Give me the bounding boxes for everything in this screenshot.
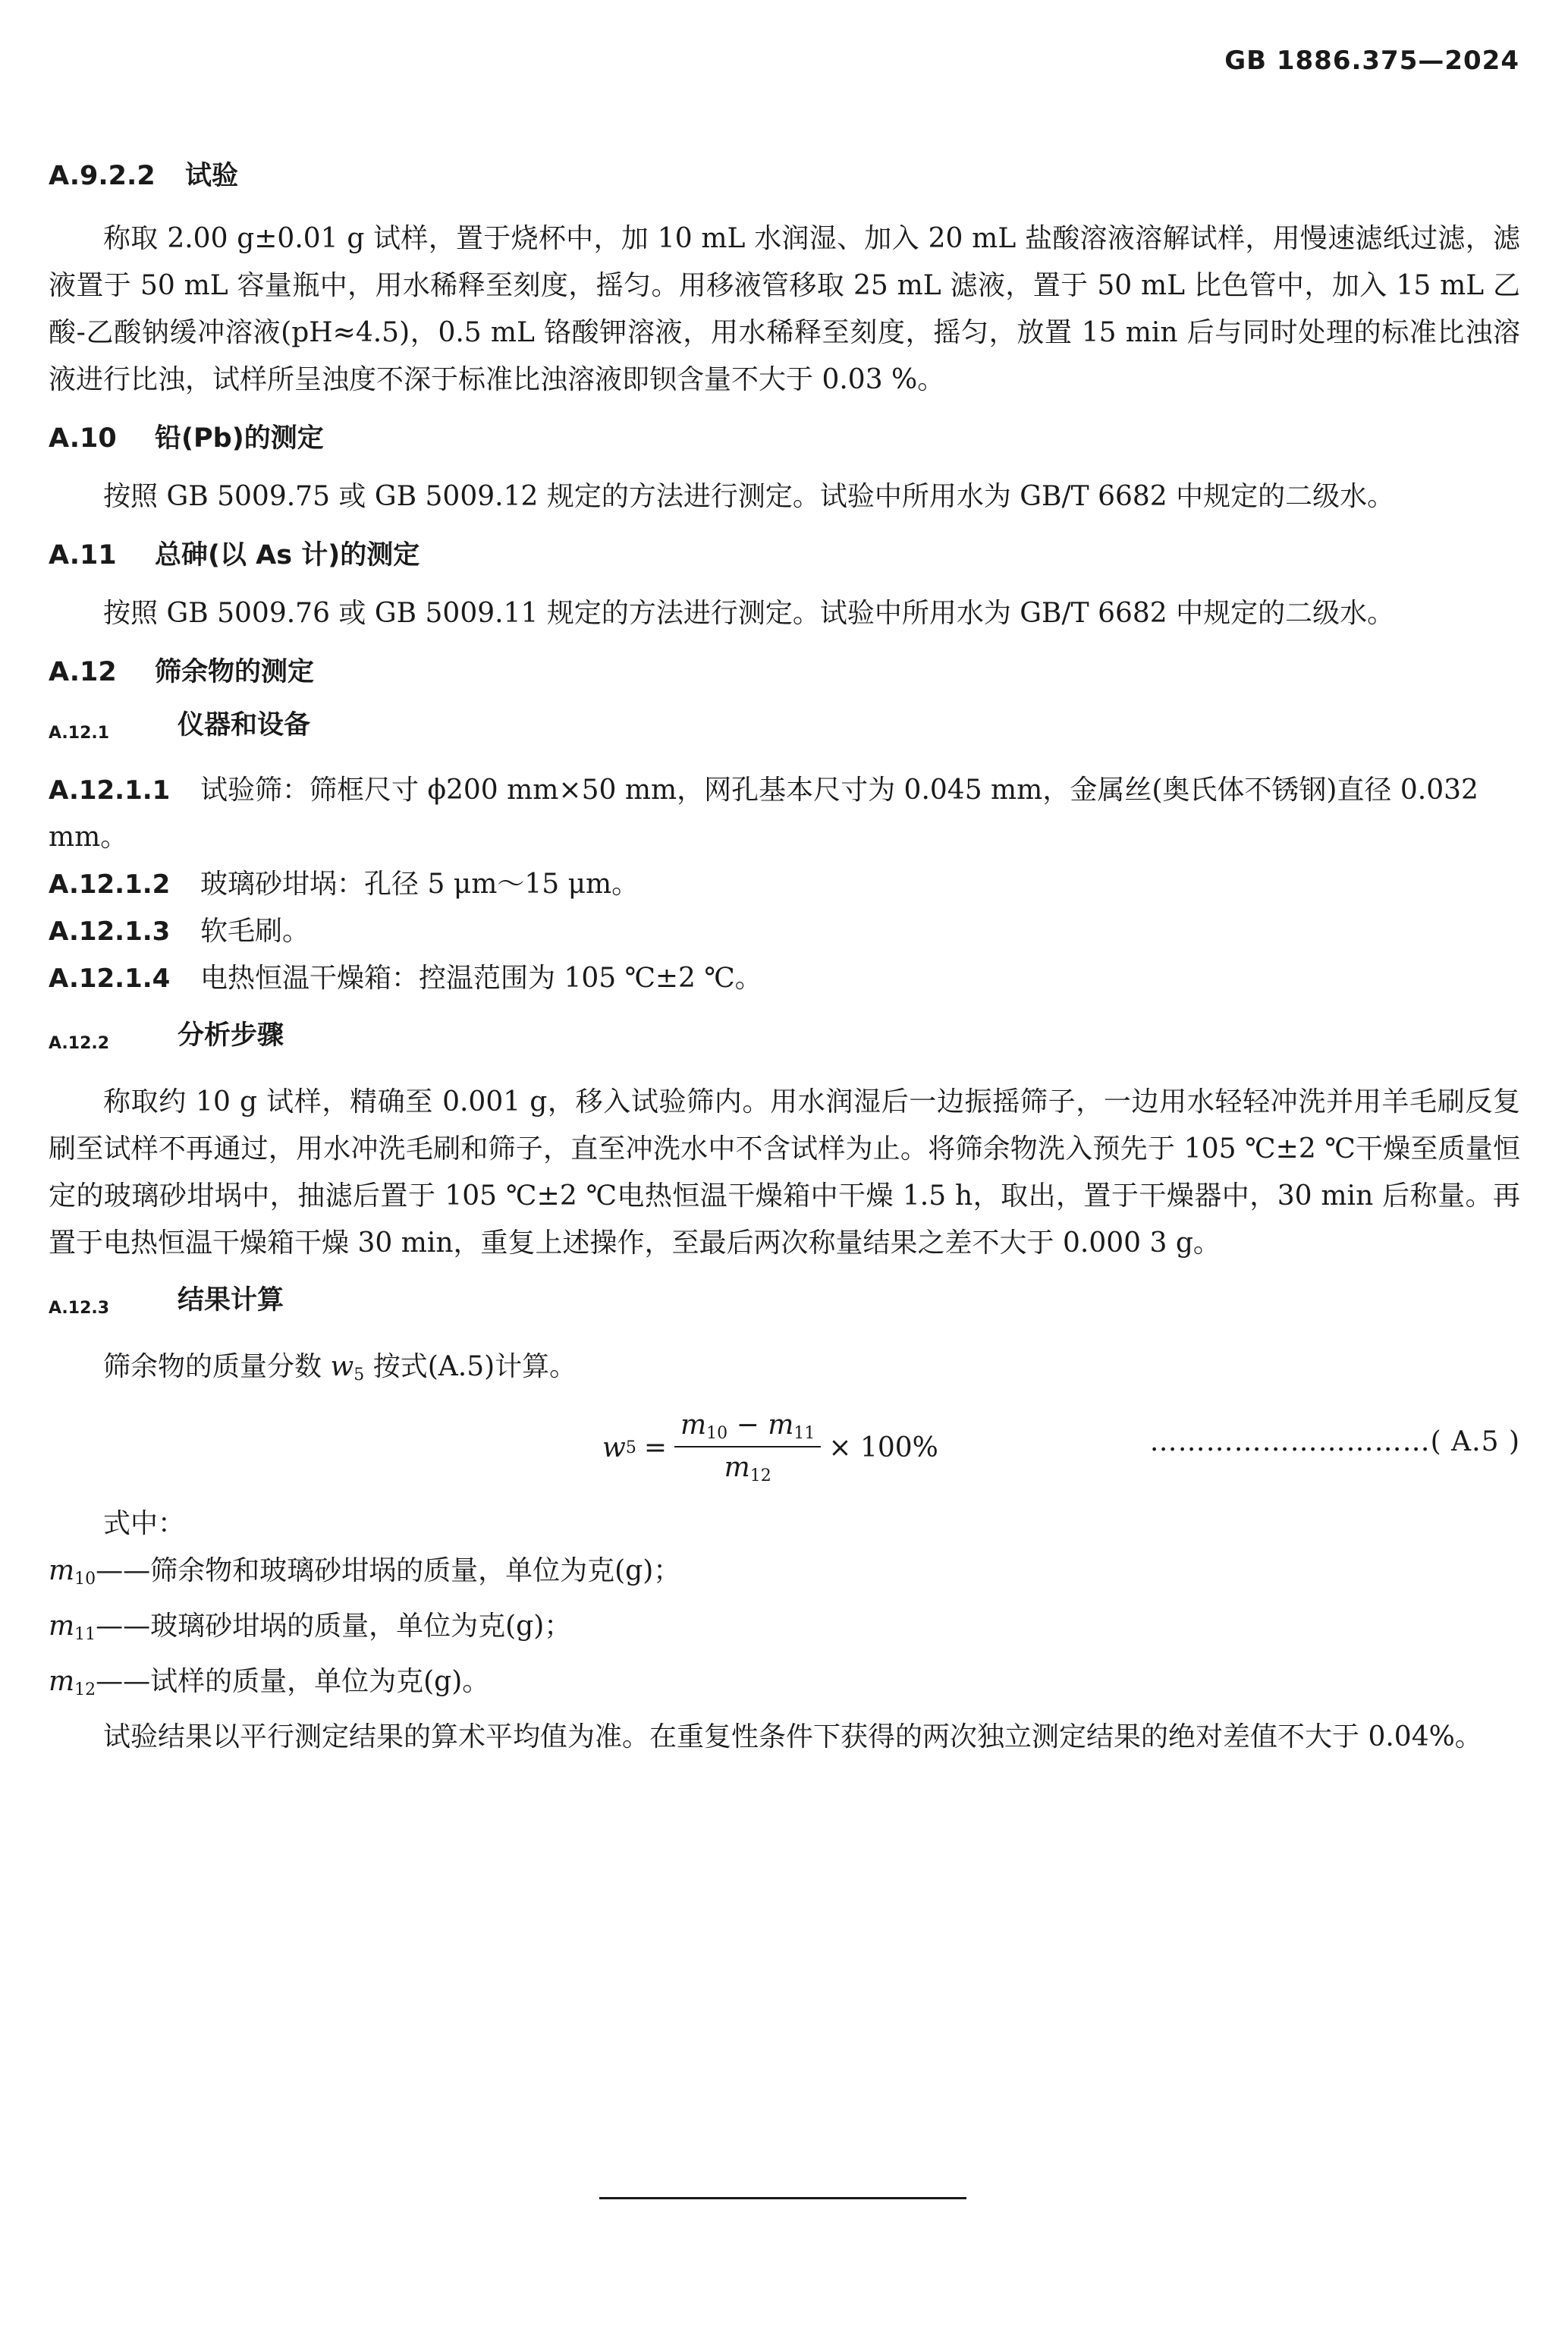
item-number: A.12.1.3	[49, 916, 171, 947]
section-heading-a10	[49, 420, 1520, 457]
denominator-sub: 12	[749, 1466, 771, 1485]
equation-number: …………………………( A.5 )	[1149, 1426, 1520, 1457]
section-paragraph: 按照 GB 5009.75 或 GB 5009.12 规定的方法进行测定。试验中所用水为 GB/T 6682 中规定的二级水。	[103, 481, 1395, 512]
where-label: 式中：	[103, 1508, 186, 1539]
formula-times: × 100%	[828, 1432, 938, 1463]
section-title: 试验	[185, 161, 239, 191]
section-number: A.12.2	[49, 1034, 110, 1053]
list-item	[49, 861, 1520, 908]
definition-var: m	[49, 1555, 75, 1586]
equipment-list	[49, 767, 1520, 1002]
item-number: A.12.1.2	[49, 869, 171, 900]
item-text: 玻璃砂坩埚：孔径 5 μm～15 μm。	[200, 869, 639, 900]
section-number: A.12	[49, 657, 117, 687]
formula-fraction	[674, 1410, 821, 1485]
section-paragraph: 称取 2.00 g±0.01 g 试样，置于烧杯中，加 10 mL 水润湿、加入 20 mL 盐酸溶液溶解试样，用慢速滤纸过滤，滤液置于 50 mL 容量瓶中，用水稀释至刻度，摇匀。用移液管移取 25 mL 滤液，置于 50 mL 比色管中，加入 15 mL 乙酸-乙酸钠缓冲溶液(pH≈4.5)，0.5 mL 铬酸钾溶液，用水稀释至刻度，摇匀，放置 15 min 后与同时处理的标准比浊溶液进行比浊，试样所呈浊度不深于标准比浊溶液即钡含量不大于 0.03 %。	[49, 223, 1520, 395]
intro-text-after: 按式(A.5)计算。	[364, 1351, 577, 1382]
definition-sub: 11	[74, 1625, 96, 1644]
definition-var: m	[49, 1611, 75, 1642]
numerator-var-a: m	[680, 1410, 707, 1441]
variable-definitions	[49, 1548, 1520, 1714]
item-number: A.12.1.1	[49, 775, 171, 806]
section-number: A.12.3	[49, 1299, 110, 1318]
intro-text: 筛余物的质量分数	[103, 1351, 331, 1382]
definition-line	[49, 1603, 1520, 1658]
denominator-var: m	[724, 1452, 750, 1483]
section-heading-a11	[49, 537, 1520, 574]
section-title: 结果计算	[178, 1285, 284, 1315]
section-title: 铅(Pb)的测定	[155, 423, 324, 454]
section-heading-a121	[49, 707, 1520, 752]
definition-sub: 10	[74, 1570, 96, 1589]
numerator-sub-b: 11	[793, 1424, 815, 1443]
definition-line	[49, 1548, 1520, 1603]
section-number: A.10	[49, 423, 117, 454]
list-item	[49, 767, 1520, 861]
numerator-var-b: m	[768, 1410, 794, 1441]
formula-lhs: w	[602, 1432, 626, 1463]
section-heading-a12	[49, 654, 1520, 690]
item-text: 软毛刷。	[200, 916, 310, 947]
section-heading-a922	[49, 158, 1520, 194]
formula-equals: =	[643, 1432, 667, 1463]
item-text: 试验筛：筛框尺寸 ϕ200 mm×50 mm，网孔基本尺寸为 0.045 mm，金属丝(奥氏体不锈钢)直径 0.032 mm。	[49, 775, 1478, 853]
section-number: A.11	[49, 540, 117, 570]
formula-denominator	[724, 1447, 771, 1485]
definition-text: ——试样的质量，单位为克(g)。	[96, 1666, 490, 1697]
end-rule	[599, 2197, 966, 2199]
standard-code: GB 1886.375—2024	[1224, 46, 1519, 76]
section-number: A.12.1	[49, 724, 110, 743]
section-paragraph: 按照 GB 5009.76 或 GB 5009.11 规定的方法进行测定。试验中所用水为 GB/T 6682 中规定的二级水。	[103, 598, 1395, 629]
section-title: 筛余物的测定	[155, 657, 315, 687]
section-heading-a122	[49, 1017, 1520, 1062]
intro-variable-subscript: 5	[354, 1366, 365, 1385]
section-title: 分析步骤	[178, 1020, 284, 1051]
definition-var: m	[49, 1666, 75, 1697]
numerator-sub-a: 10	[706, 1424, 728, 1443]
definition-sub: 12	[74, 1680, 96, 1699]
list-item	[49, 908, 1520, 955]
formula-intro	[49, 1344, 1520, 1399]
formula-a5	[602, 1410, 938, 1485]
definition-text: ——筛余物和玻璃砂坩埚的质量，单位为克(g)；	[96, 1555, 681, 1586]
document-body	[49, 152, 1520, 1761]
intro-variable: w	[330, 1351, 354, 1382]
section-paragraph: 称取约 10 g 试样，精确至 0.001 g，移入试验筛内。用水润湿后一边振摇筛子，一边用水轻轻冲洗并用羊毛刷反复刷至试样不再通过，用水冲洗毛刷和筛子，直至冲洗水中不含试样为止。将筛余物洗入预先于 105 ℃±2 ℃干燥至质量恒定的玻璃砂坩埚中，抽滤后置于 105 ℃±2 ℃电热恒温干燥箱中干燥 1.5 h，取出，置于干燥器中，30 min 后称量。再置于电热恒温干燥箱干燥 30 min，重复上述操作，至最后两次称量结果之差不大于 0.000 3 g。	[49, 1086, 1520, 1259]
section-heading-a123	[49, 1282, 1520, 1327]
section-title: 仪器和设备	[178, 710, 311, 740]
item-text: 电热恒温干燥箱：控温范围为 105 ℃±2 ℃。	[200, 963, 762, 994]
item-number: A.12.1.4	[49, 963, 171, 994]
definition-line	[49, 1658, 1520, 1714]
section-number: A.9.2.2	[49, 161, 156, 191]
conclusion-paragraph: 试验结果以平行测定结果的算术平均值为准。在重复性条件下获得的两次独立测定结果的绝对差值不大于 0.04%。	[103, 1721, 1482, 1752]
definition-text: ——玻璃砂坩埚的质量，单位为克(g)；	[96, 1611, 572, 1642]
formula-lhs-subscript: 5	[625, 1438, 636, 1457]
formula-block	[49, 1403, 1520, 1495]
list-item	[49, 955, 1520, 1002]
section-title: 总砷(以 As 计)的测定	[155, 540, 420, 570]
numerator-minus: −	[727, 1410, 768, 1441]
formula-numerator	[674, 1410, 821, 1447]
